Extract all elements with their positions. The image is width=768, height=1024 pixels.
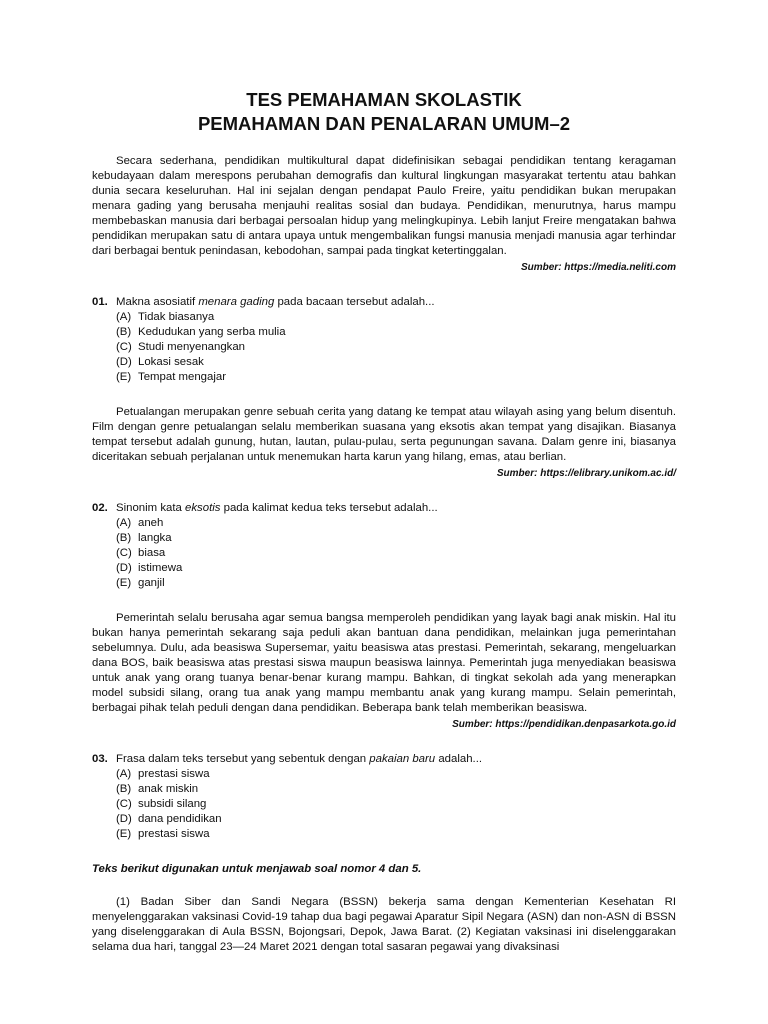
question-number: 01. [92, 296, 108, 308]
answer-option[interactable] [116, 827, 676, 842]
reading-passage-3: Pemerintah selalu berusaha agar semua bangsa memperoleh pendidikan yang layak bagi anak miskin. Hal itu bukan hanya pemerintah sekarang saja peduli akan bantuan dana pendidikan, melainkan juga pemerintahan sebelumnya. Dulu, ada beasiswa Supersemar, yaitu beasiswa atas prestasi. Pemerintah, sekarang, mengeluarkan dana BOS, baik beasiswa atas prestasi siswa maupun beasiswa lainnya. Pemerintah juga menyediakan beasiswa untuk anak yang orang tuanya benar-benar kurang mampu. Bahkan, di tingkat sekolah ada yang menerapkan model subsidi silang, orang tua anak yang mampu membantu anak yang kurang mampu. Selain pemerintah, berbagai pihak telah peduli dengan dana pendidikan. Beberapa bank telah memberikan beasiswa. [92, 612, 676, 714]
option-letter: (C) [116, 547, 132, 559]
option-text: istimewa [138, 562, 183, 574]
reading-passage-1: Secara sederhana, pendidikan multikultural dapat didefinisikan sebagai pendidikan tentang keragaman kebudayaan dalam merespons perubahan demografis dan kultural lingkungan masyarakat tertentu atau bahkan dunia secara keseluruhan. Hal ini sejalan dengan pendapat Paulo Freire, yaitu pendidikan bukan merupakan menara gading yang berusaha menjauhi realitas sosial dan budaya. Pendidikan, menurutnya, harus mampu membebaskan manusia dari berbagai persoalan hidup yang melingkupinya. Lebih lanjut Freire mengatakan bahwa pendidikan merupakan satu di antara upaya untuk mengembalikan fungsi manusia menjadi manusia agar terhindar dari berbagai bentuk penindasan, kebodohan, sampai pada tingkat ketertinggalan. [92, 155, 676, 257]
option-text: Kedudukan yang serba mulia [138, 326, 286, 338]
question-emphasis: pakaian baru [369, 753, 436, 765]
answer-option[interactable] [116, 325, 676, 340]
option-letter: (A) [116, 517, 132, 529]
option-letter: (D) [116, 562, 132, 574]
spacer [92, 591, 676, 611]
option-text: biasa [138, 547, 166, 559]
question-text-part: pada kalimat kedua teks tersebut adalah... [220, 502, 438, 514]
passage-1-source: Sumber: https://media.neliti.com [520, 262, 676, 273]
reading-passage-4: (1) Badan Siber dan Sandi Negara (BSSN) bekerja sama dengan Kementerian Kesehatan RI menyelenggarakan vaksinasi Covid-19 tahap dua bagi pegawai Aparatur Sipil Negara (ASN) dan non-ASN di BSSN yang diselenggarakan di Aula BSSN, Bojongsari, Depok, Jawa Barat. (2) Kegiatan vaksinasi ini diselenggarakan selama dua hari, tanggal 23—24 Maret 2021 dengan total sasaran pegawai yang divaksinasi [92, 896, 676, 953]
question-03 [92, 752, 676, 842]
question-text-part: Sinonim kata [116, 502, 186, 514]
answer-option[interactable] [116, 531, 676, 546]
option-text: Studi menyenangkan [138, 341, 246, 353]
document-title: TES PEMAHAMAN SKOLASTIK [246, 89, 522, 110]
question-text [116, 501, 438, 516]
option-letter: (D) [116, 813, 132, 825]
answer-options [92, 767, 676, 842]
question-emphasis: menara gading [198, 296, 275, 308]
spacer [92, 385, 676, 405]
document-subtitle: PEMAHAMAN DAN PENALARAN UMUM–2 [197, 113, 571, 134]
question-text [116, 295, 435, 310]
option-letter: (C) [116, 798, 132, 810]
question-number: 02. [92, 502, 108, 514]
answer-option[interactable] [116, 576, 676, 591]
option-text: Lokasi sesak [138, 356, 204, 368]
answer-option[interactable] [116, 797, 676, 812]
option-text: prestasi siswa [138, 828, 210, 840]
option-letter: (B) [116, 532, 132, 544]
option-text: Tempat mengajar [138, 371, 227, 383]
passage-3-source: Sumber: https://pendidikan.denpasarkota.go.id [452, 719, 676, 730]
question-emphasis: eksotis [185, 502, 221, 514]
answer-option[interactable] [116, 546, 676, 561]
option-text: subsidi silang [138, 798, 207, 810]
answer-option[interactable] [116, 340, 676, 355]
reading-passage-2: Petualangan merupakan genre sebuah cerita yang datang ke tempat atau wilayah asing yang belum disentuh. Film dengan genre petualangan selalu memberikan suasana yang eksotis akan tempat yang disajikan. Biasanya tempat tersebut adalah gunung, hutan, lautan, pulau-pulau, serta pegunungan savana. Dalam genre ini, biasanya diceritakan sebuah perjalanan untuk menemukan harta karun yang hilang, emas, atau berlian. [92, 406, 676, 463]
section-instruction: Teks berikut digunakan untuk menjawab soal nomor 4 dan 5. [92, 863, 422, 875]
option-text: ganjil [138, 577, 165, 589]
option-text: prestasi siswa [138, 768, 210, 780]
option-letter: (E) [116, 577, 132, 589]
question-text-part: pada bacaan tersebut adalah... [274, 296, 435, 308]
question-01 [92, 295, 676, 385]
option-letter: (A) [116, 768, 132, 780]
question-text [116, 752, 482, 767]
option-text: langka [138, 532, 172, 544]
option-letter: (A) [116, 311, 132, 323]
option-text: anak miskin [138, 783, 199, 795]
question-02 [92, 501, 676, 591]
answer-option[interactable] [116, 767, 676, 782]
question-text-part: Makna asosiatif [116, 296, 199, 308]
answer-option[interactable] [116, 355, 676, 370]
option-letter: (B) [116, 783, 132, 795]
option-letter: (E) [116, 828, 132, 840]
option-letter: (D) [116, 356, 132, 368]
question-text-part: adalah... [435, 753, 483, 765]
answer-option[interactable] [116, 561, 676, 576]
answer-option[interactable] [116, 782, 676, 797]
answer-option[interactable] [116, 370, 676, 385]
option-letter: (E) [116, 371, 132, 383]
option-text: aneh [138, 517, 164, 529]
option-text: dana pendidikan [138, 813, 222, 825]
option-text: Tidak biasanya [138, 311, 215, 323]
answer-option[interactable] [116, 310, 676, 325]
option-letter: (C) [116, 341, 132, 353]
answer-option[interactable] [116, 812, 676, 827]
question-number: 03. [92, 753, 108, 765]
passage-2-source: Sumber: https://elibrary.unikom.ac.id/ [496, 468, 676, 479]
question-text-part: Frasa dalam teks tersebut yang sebentuk dengan [116, 753, 370, 765]
answer-options [92, 516, 676, 591]
option-letter: (B) [116, 326, 132, 338]
answer-options [92, 310, 676, 385]
answer-option[interactable] [116, 516, 676, 531]
